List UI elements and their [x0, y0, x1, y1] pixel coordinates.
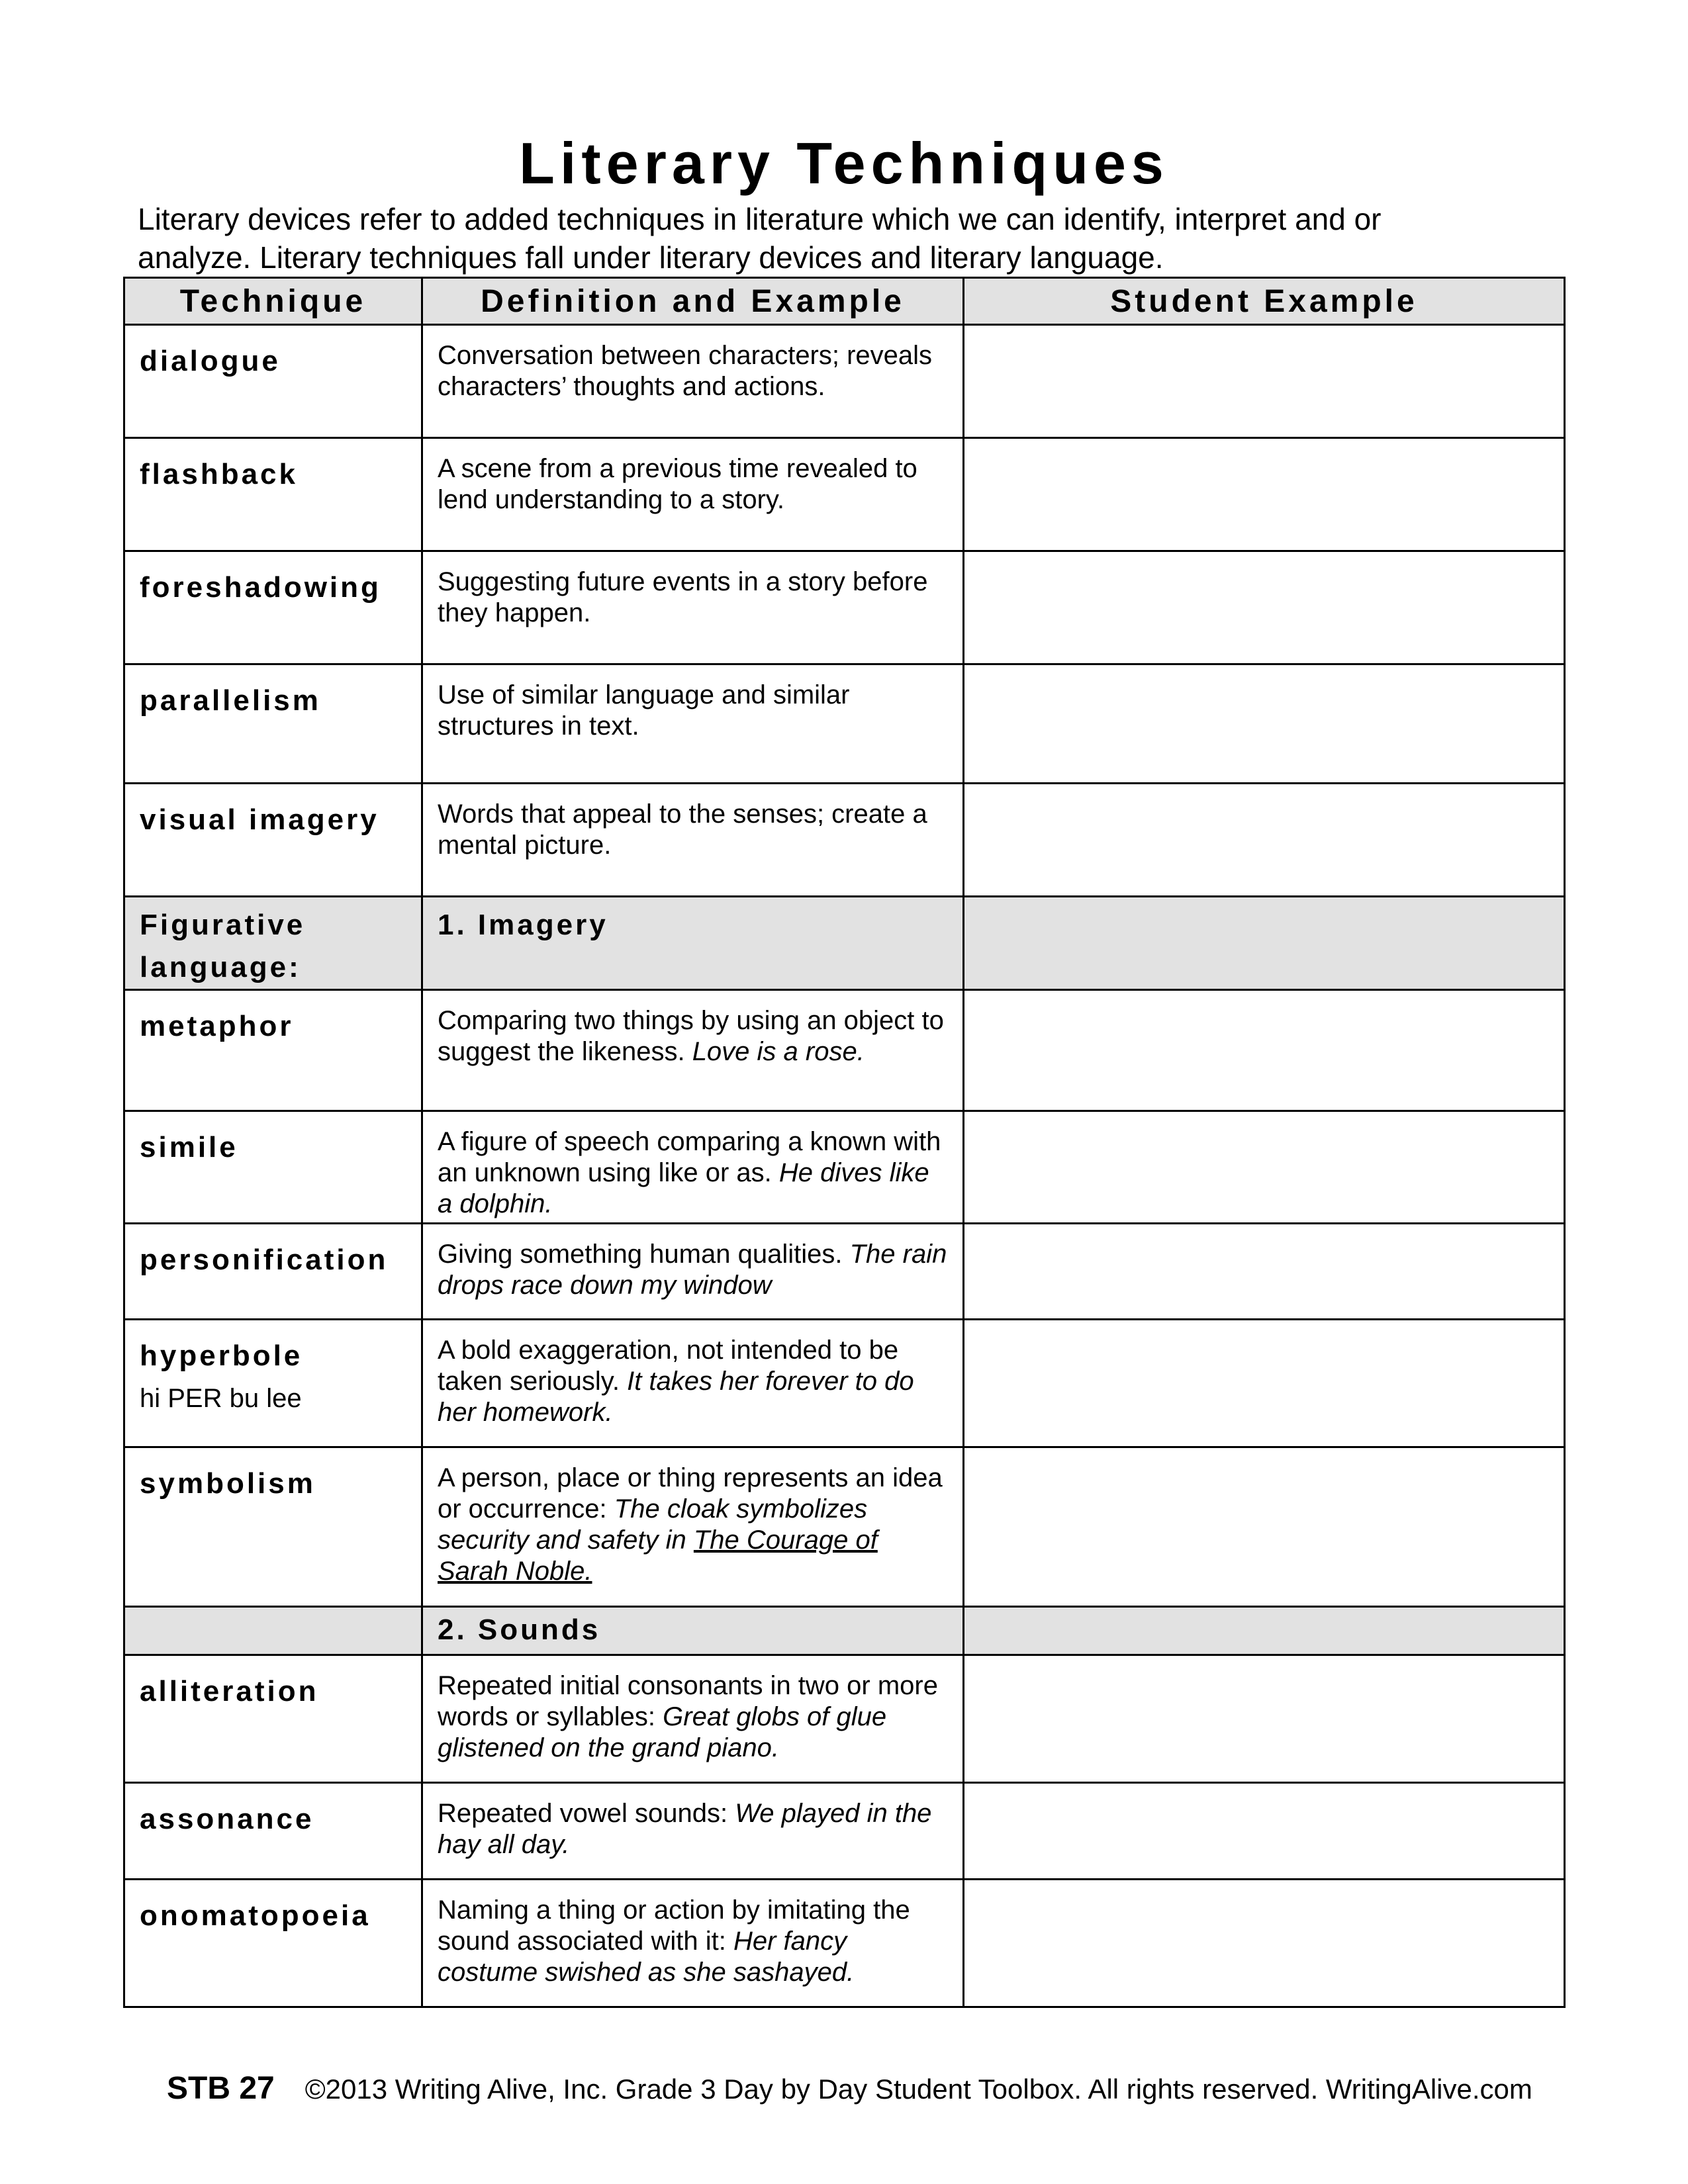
technique-name: symbolism: [140, 1467, 316, 1500]
example-text: The rain drops race down my window: [438, 1240, 947, 1300]
table-row: [124, 990, 1565, 1111]
student-example-cell[interactable]: [964, 1783, 1565, 1880]
example-text: He dives like a dolphin.: [438, 1158, 929, 1218]
book-title: The Courage of Sarah Noble.: [438, 1525, 878, 1586]
definition: Naming a thing or action by imitating the sound associated with it: Her fancy costume swished as she sashayed.: [438, 1895, 910, 1987]
definition: A figure of speech comparing a known with an unknown using like or as. He dives like a dolphin.: [438, 1127, 941, 1218]
technique-name: alliteration: [140, 1675, 319, 1707]
section-row-imagery: [124, 897, 1565, 990]
technique-name: visual imagery: [140, 803, 379, 836]
student-example-cell[interactable]: [964, 990, 1565, 1111]
intro-line-2: analyze. Literary techniques fall under literary devices and literary language.: [138, 240, 1164, 275]
definition: Comparing two things by using an object to suggest the likeness. Love is a rose.: [438, 1006, 944, 1066]
section-title: 2. Sounds: [438, 1614, 601, 1646]
example-text: The cloak symbolizes security and safety in: [438, 1494, 868, 1555]
student-example-cell[interactable]: [964, 784, 1565, 897]
student-example-cell[interactable]: [964, 551, 1565, 664]
definition: Suggesting future events in a story before they happen.: [438, 567, 928, 627]
table-row: [124, 325, 1565, 438]
student-example-cell[interactable]: [964, 1447, 1565, 1607]
page-code: STB 27: [167, 2071, 275, 2106]
example-text: We played in the hay all day.: [438, 1799, 932, 1859]
page-footer: [167, 2070, 1532, 2107]
table-row: [124, 664, 1565, 784]
table-row: [124, 438, 1565, 551]
technique-name: onomatopoeia: [140, 1899, 371, 1932]
definition: Giving something human qualities. The rain drops race down my window: [438, 1240, 947, 1300]
definition: Repeated vowel sounds: We played in the hay all day.: [438, 1799, 932, 1859]
table-row: [124, 1320, 1565, 1447]
definition: Conversation between characters; reveals characters’ thoughts and actions.: [438, 341, 933, 401]
table-row: [124, 784, 1565, 897]
copyright-text: ©2013 Writing Alive, Inc. Grade 3 Day by Day Student Toolbox. All rights reserved. WritingAlive.com: [305, 2073, 1532, 2105]
page-title: Literary Techniques: [519, 130, 1169, 196]
student-example-cell[interactable]: [964, 1224, 1565, 1320]
table-row: [124, 551, 1565, 664]
table-row: [124, 1783, 1565, 1880]
table-row: [124, 1880, 1565, 2007]
student-example-cell[interactable]: [964, 664, 1565, 784]
table-header-row: [124, 278, 1565, 325]
example-text: It takes her forever to do her homework.: [438, 1367, 914, 1427]
section-row-sounds: [124, 1607, 1565, 1655]
table-row: [124, 1655, 1565, 1783]
technique-name: assonance: [140, 1803, 314, 1835]
technique-name: foreshadowing: [140, 571, 381, 604]
definition: A bold exaggeration, not intended to be taken seriously. It takes her forever to do her homework.: [438, 1336, 914, 1427]
example-text: Her fancy costume swished as she sashayed.: [438, 1927, 855, 1987]
section-label: Figurative language:: [140, 909, 306, 983]
technique-name: simile: [140, 1131, 238, 1163]
technique-name: metaphor: [140, 1010, 294, 1042]
definition: A person, place or thing represents an idea or occurrence: The cloak symbolizes security and safety in The Courage of Sarah Noble.: [438, 1463, 943, 1586]
header-definition: Definition and Example: [422, 278, 964, 325]
definition: Use of similar language and similar structures in text.: [438, 680, 850, 741]
student-example-cell[interactable]: [964, 1111, 1565, 1224]
definition: Words that appeal to the senses; create a mental picture.: [438, 799, 927, 860]
definition: Repeated initial consonants in two or more words or syllables: Great globs of glue glistened on the grand piano.: [438, 1671, 938, 1762]
header-technique: Technique: [124, 278, 422, 325]
example-text: Great globs of glue glistened on the grand piano.: [438, 1702, 887, 1762]
student-example-cell[interactable]: [964, 1655, 1565, 1783]
technique-name: personification: [140, 1244, 389, 1276]
table-row: [124, 1224, 1565, 1320]
student-example-cell[interactable]: [964, 325, 1565, 438]
section-title: 1. Imagery: [438, 909, 608, 941]
header-student-example: Student Example: [964, 278, 1565, 325]
pronunciation: hi PER bu lee: [140, 1384, 302, 1413]
intro-line-1: Literary devices refer to added techniques in literature which we can identify, interpret and or: [138, 202, 1382, 236]
table-row: [124, 1111, 1565, 1224]
definition: A scene from a previous time revealed to lend understanding to a story.: [438, 454, 917, 514]
intro-text: [138, 200, 1561, 277]
table-row: [124, 1447, 1565, 1607]
techniques-table: [123, 277, 1566, 2008]
technique-name: parallelism: [140, 684, 321, 717]
student-example-cell[interactable]: [964, 438, 1565, 551]
technique-name: hyperbole: [140, 1340, 303, 1372]
student-example-cell[interactable]: [964, 1880, 1565, 2007]
student-example-cell[interactable]: [964, 1320, 1565, 1447]
technique-name: flashback: [140, 458, 298, 490]
example-text: Love is a rose.: [692, 1037, 865, 1066]
technique-name: dialogue: [140, 345, 281, 377]
section-label: [125, 1608, 421, 1614]
